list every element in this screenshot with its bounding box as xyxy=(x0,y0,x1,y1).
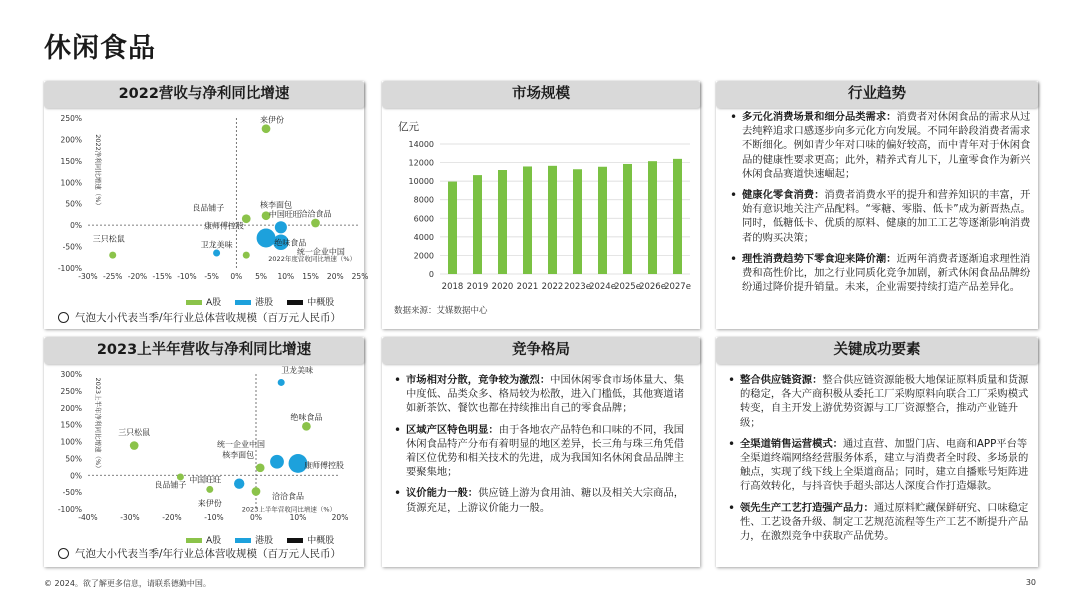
success-item xyxy=(726,501,1032,544)
x-tick-label: 5% xyxy=(255,272,268,281)
scatter-2023-chart xyxy=(44,366,364,532)
competition-item xyxy=(392,486,694,514)
x-tick-label: 2021 xyxy=(516,282,539,292)
competition-item-head: 议价能力一般： xyxy=(406,487,479,500)
scatter-2022-title: 2022营收与净利同比增速 xyxy=(44,81,364,108)
legend-a-label: A股 xyxy=(206,536,222,546)
success-item xyxy=(726,437,1032,494)
data-point xyxy=(252,487,261,496)
y-tick-label: -50% xyxy=(62,242,82,252)
y-axis-title: 2022净利同比增速（%） xyxy=(94,134,102,209)
y-tick-label: 200% xyxy=(60,135,82,145)
x-tick-label: -10% xyxy=(177,272,197,281)
success-item-text: 通过原料贮藏保鲜研究、口味稳定性、工艺设备升级、制定工艺规范流程等生产工艺不断提升产品力，在激烈竞争中获取产品优势。 xyxy=(740,501,1029,543)
y-tick-label: 150% xyxy=(60,156,82,166)
x-tick-label: -20% xyxy=(127,272,148,281)
bar xyxy=(548,166,557,274)
y-tick-label: 150% xyxy=(60,420,82,430)
success-list xyxy=(726,373,1032,550)
trend-item-head: 健康化零食消费： xyxy=(742,189,825,202)
x-tick-label: 2024e xyxy=(589,282,616,292)
success-title: 关键成功要素 xyxy=(716,337,1038,364)
x-tick-label: 2022 xyxy=(541,282,564,292)
data-point xyxy=(206,486,213,493)
data-label: 来伊份 xyxy=(260,115,285,125)
x-tick-label: -20% xyxy=(162,513,182,522)
x-tick-label: 2026e xyxy=(639,282,666,292)
x-tick-label: -10% xyxy=(204,513,224,522)
legend-hk-swatch xyxy=(235,300,251,305)
x-axis-title: 2022年度营收同比增速（%） xyxy=(268,255,356,264)
scatter-2023-title: 2023上半年营收与净利同比增速 xyxy=(44,337,364,364)
trend-title: 行业趋势 xyxy=(716,81,1038,108)
data-label: 康师傅控股 xyxy=(204,221,245,231)
y-tick-label: 12000 xyxy=(408,158,434,168)
x-tick-label: 20% xyxy=(326,272,344,281)
data-label: 绝味食品 xyxy=(274,238,307,248)
trend-item-text: 消费者对休闲食品的需求从过去纯粹追求口感逐步向多元化方向发展。不同年龄段消费者需求不断细化。例如青少年对口味的偏好较高，而中青年对于休闲食品的健康性要求更高；此外，精养式育儿下，儿童零食作为新兴休闲食品赛道快速崛起； xyxy=(742,111,1031,180)
x-tick-label: -5% xyxy=(204,272,219,281)
data-point xyxy=(270,455,284,469)
competition-item-text: 由于各地农产品特色和口味的不同，我国休闲食品特产分布有着明显的地区差异，长三角与珠三角凭借着区位优势和相关技术的先进，成为我国知名休闲食品品牌主要聚集地； xyxy=(406,423,685,479)
competition-item-text: 供应链上游为食用油、糖以及相关大宗商品，货源充足，上游议价能力一般。 xyxy=(406,487,685,514)
y-tick-label: 4000 xyxy=(413,232,434,242)
bubble-ring-icon xyxy=(58,548,69,559)
x-tick-label: 2027e xyxy=(664,282,691,292)
legend-hk-label: 港股 xyxy=(255,298,274,308)
scatter-2023-legend xyxy=(186,533,334,546)
legend-hk-swatch xyxy=(235,538,251,543)
y-tick-label: 2000 xyxy=(413,251,434,261)
bar xyxy=(498,170,507,274)
trend-item-text: 消费者消费水平的提升和营养知识的丰富，开始有意识地关注产品配料。“零糖、零脂、低卡”成为新晋热点。同时，低糖低卡、优质的原料、健康的加工工艺等逐渐影响消费者的购买决策； xyxy=(742,189,1031,244)
page-number: 30 xyxy=(1025,578,1036,587)
y-tick-label: 50% xyxy=(65,199,82,209)
y-tick-label: 14000 xyxy=(408,140,434,149)
x-tick-label: 2020 xyxy=(491,282,514,292)
legend-hk xyxy=(235,295,273,308)
data-point xyxy=(213,250,220,257)
data-label: 来伊份 xyxy=(197,498,222,508)
data-label: 康师傅控股 xyxy=(304,460,344,470)
bubble-ring-icon xyxy=(58,312,69,323)
competition-item-head: 区域产区特色明显： xyxy=(406,423,499,436)
data-label: 三只松鼠 xyxy=(118,428,151,438)
data-point xyxy=(302,422,311,431)
data-label: 统一企业中国 xyxy=(296,247,345,257)
y-tick-label: -100% xyxy=(57,264,82,273)
success-item-head: 领先生产工艺打造强产品力： xyxy=(740,501,874,514)
data-label: 核李面包 xyxy=(260,200,293,210)
x-tick-label: 20% xyxy=(331,513,349,522)
legend-us xyxy=(287,295,334,308)
trend-item-text: 近两年消费者逐渐追求理性消费和高性价比，加之行业同质化竞争加剧，新式休闲食品品牌纷纷通过降价提升销量。未来，企业需要持续打造产品差异化。 xyxy=(742,252,1031,294)
data-label: 洽洽食品 xyxy=(299,209,332,219)
bubble-size-note-2023 xyxy=(58,546,341,561)
data-point xyxy=(275,221,287,233)
y-tick-label: 100% xyxy=(60,437,82,447)
x-tick-label: 25% xyxy=(351,272,369,281)
legend-hk-label: 港股 xyxy=(255,536,274,546)
data-point xyxy=(278,379,285,386)
x-tick-label: 15% xyxy=(302,272,319,281)
y-tick-label: 200% xyxy=(60,403,82,413)
bar xyxy=(573,169,582,274)
x-tick-label: -40% xyxy=(78,513,98,522)
legend-hk xyxy=(235,533,273,546)
legend-a xyxy=(186,533,221,546)
bar xyxy=(448,182,457,274)
data-point xyxy=(262,124,271,133)
data-point xyxy=(177,473,184,480)
data-point xyxy=(234,478,244,488)
data-label: 中国旺旺 xyxy=(189,475,222,485)
y-tick-label: 250% xyxy=(60,386,82,396)
success-item xyxy=(726,373,1032,430)
data-label: 三只松鼠 xyxy=(92,234,125,244)
market-size-chart xyxy=(382,110,700,300)
success-item-head: 整合供应链资源： xyxy=(740,374,823,386)
x-tick-label: 2019 xyxy=(466,282,489,292)
y-tick-label: 100% xyxy=(60,178,82,188)
x-tick-label: -30% xyxy=(78,272,98,281)
data-point xyxy=(256,463,265,472)
x-tick-label: 0% xyxy=(230,272,243,281)
y-tick-label: 10000 xyxy=(408,177,434,187)
x-tick-label: 0% xyxy=(250,513,262,522)
footer-copyright: © 2024。欲了解更多信息，请联系德勤中国。 xyxy=(44,579,211,588)
x-tick-label: 2018 xyxy=(441,282,464,292)
legend-us-swatch xyxy=(287,300,303,305)
y-tick-label: -100% xyxy=(57,505,82,514)
x-tick-label: -30% xyxy=(120,513,140,522)
market-source: 数据来源：艾媒数据中心 xyxy=(394,306,488,316)
legend-us-swatch xyxy=(287,538,303,543)
scatter-2022-chart xyxy=(44,110,369,290)
data-label: 核李面包 xyxy=(222,450,255,460)
market-title: 市场规模 xyxy=(382,81,700,108)
y-tick-label: -50% xyxy=(62,488,82,498)
data-label: 良品铺子 xyxy=(192,203,225,213)
data-point xyxy=(243,252,250,259)
competition-item-head: 市场相对分散，竞争较为激烈： xyxy=(406,374,551,386)
x-tick-label: 2023e xyxy=(564,282,591,292)
bubble-size-note-2022 xyxy=(58,310,341,325)
bar xyxy=(623,164,632,274)
y-tick-label: 6000 xyxy=(413,214,434,224)
x-tick-label: -15% xyxy=(152,272,172,281)
data-label: 卫龙美味 xyxy=(281,365,314,375)
data-point xyxy=(130,441,139,450)
success-item-text: 通过直营、加盟门店、电商和APP平台等全渠道终端网络经营服务体系，建立与消费者全时段、多场景的触点，实现了线下线上全渠道商品；同时，建立自播账号矩阵进行高效转化，与抖音快手超头部达人深度合作打造爆款。 xyxy=(740,437,1029,493)
data-label: 洽洽食品 xyxy=(272,492,304,502)
competition-list xyxy=(392,373,694,522)
data-point xyxy=(109,252,116,259)
data-label: 统一企业中国 xyxy=(217,439,265,449)
bubble-note-text: 气泡大小代表当季/年行业总体营收规模（百万元人民币） xyxy=(75,312,342,324)
x-tick-label: 2025e xyxy=(614,282,641,292)
data-point xyxy=(311,219,320,228)
y-tick-label: 0% xyxy=(70,471,82,481)
y-tick-label: 0 xyxy=(428,270,434,279)
y-tick-label: 50% xyxy=(65,454,82,464)
trend-item-head: 理性消费趋势下零食迎来降价潮： xyxy=(742,252,897,265)
legend-a xyxy=(186,295,221,308)
success-item-text: 整合供应链资源能极大地保证原料质量和货源的稳定，各大产商积极从委托工厂采购原料向联合工厂采购模式转变，自主开发上游优势资源与工厂资源整合，推动产业链升级； xyxy=(740,374,1029,429)
y-tick-label: 300% xyxy=(60,370,82,379)
trend-item xyxy=(728,110,1032,181)
legend-us xyxy=(287,533,334,546)
y-axis-unit: 亿元 xyxy=(398,121,419,133)
y-tick-label: 8000 xyxy=(413,195,434,205)
y-axis-title: 2023上半年净利同比增速（%） xyxy=(94,377,102,472)
bubble-note-text: 气泡大小代表当季/年行业总体营收规模（百万元人民币） xyxy=(75,548,342,560)
data-label: 良品铺子 xyxy=(154,480,187,490)
data-label: 卫龙美味 xyxy=(200,240,233,250)
legend-a-label: A股 xyxy=(206,298,222,308)
x-tick-label: -25% xyxy=(103,272,123,281)
bar xyxy=(473,175,482,274)
competition-item xyxy=(392,423,694,480)
bar xyxy=(673,159,682,274)
trend-item-head: 多元化消费场景和细分品类需求： xyxy=(742,111,897,123)
trend-item xyxy=(728,252,1032,295)
legend-us-label: 中概股 xyxy=(307,536,335,546)
competition-item xyxy=(392,373,694,416)
success-item-head: 全渠道销售运营模式： xyxy=(740,437,843,450)
legend-a-swatch xyxy=(186,538,202,543)
legend-a-swatch xyxy=(186,300,202,305)
trend-item xyxy=(728,188,1032,245)
bar xyxy=(598,167,607,274)
scatter-2022-legend xyxy=(186,295,334,308)
x-tick-label: 10% xyxy=(289,513,307,522)
bar xyxy=(523,166,532,274)
page-title: 休闲食品 xyxy=(44,33,156,64)
x-tick-label: 10% xyxy=(277,272,295,281)
competition-title: 竞争格局 xyxy=(382,337,700,364)
y-tick-label: 0% xyxy=(70,221,82,231)
x-axis-title: 2023上半年营收同比增速（%） xyxy=(241,505,336,514)
trend-list xyxy=(728,110,1032,301)
competition-item-text: 中国休闲零食市场体量大、集中度低、品类众多、格局较为松散，进入门槛低，其他赛道诸如新茶饮、餐饮也都在持续推出自己的零食品牌； xyxy=(406,374,685,415)
data-label: 中国旺旺 xyxy=(268,210,301,220)
data-label: 绝味食品 xyxy=(290,412,323,422)
y-tick-label: 250% xyxy=(60,114,82,123)
bar xyxy=(648,161,657,274)
data-point xyxy=(257,229,276,248)
legend-us-label: 中概股 xyxy=(307,298,335,308)
